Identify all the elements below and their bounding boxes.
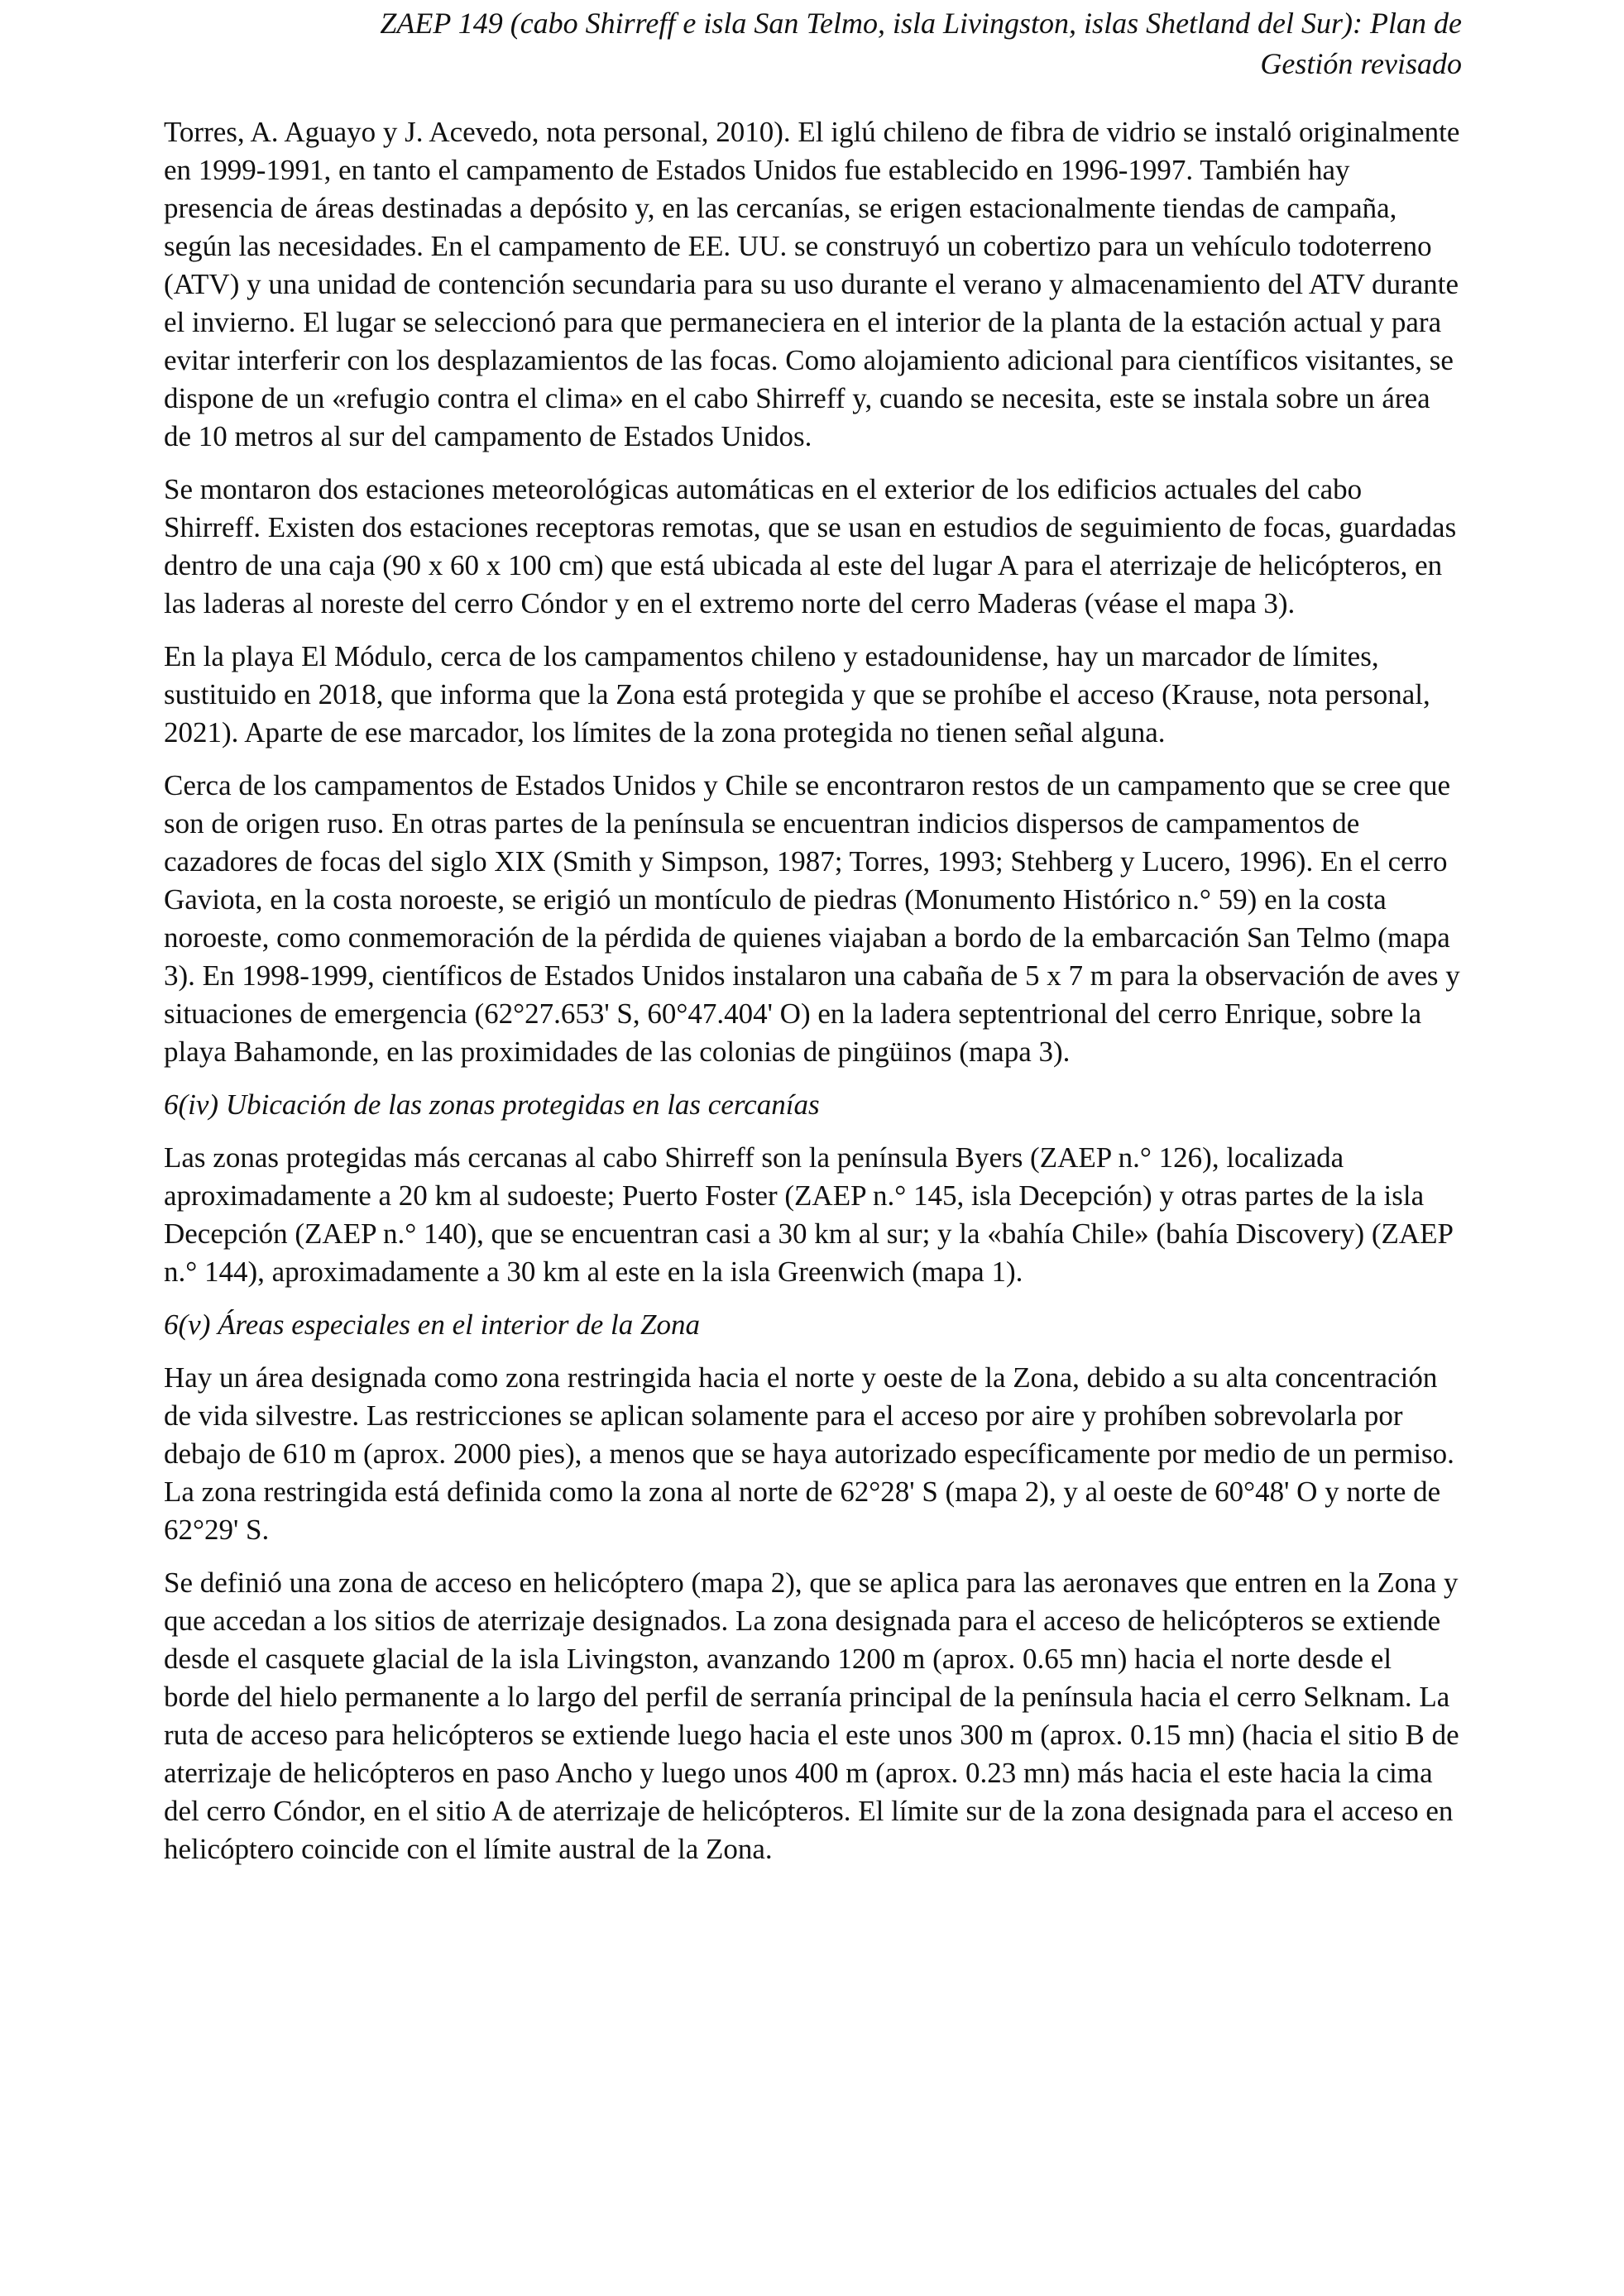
paragraph-boundary-marker: En la playa El Módulo, cerca de los campamentos chileno y estadounidense, hay un marcador de límites, sustituido en 2018, que informa que la Zona está protegida y que se prohíbe el acceso (Krause, nota personal, 2021). Aparte de ese marcador, los límites de la zona protegida no tienen señal alguna.: [164, 640, 1430, 749]
running-header-line-2: Gestión revisado: [1260, 47, 1462, 80]
paragraph-historic-remains: Cerca de los campamentos de Estados Unidos y Chile se encontraron restos de un campamento que se cree que son de origen ruso. En otras partes de la península se encuentran indicios dispersos de campamentos de cazadores de focas del siglo XIX (Smith y Simpson, 1987; Torres, 1993; Stehberg y Lucero, 1996). En el cerro Gaviota, en la costa noroeste, se erigió un montículo de piedras (Monumento Histórico n.° 59) en la costa noroeste, como conmemoración de la pérdida de quienes viajaban a bordo de la embarcación San Telmo (mapa 3). En 1998-1999, científicos de Estados Unidos instalaron una cabaña de 5 x 7 m para la observación de aves y situaciones de emergencia (62°27.653' S, 60°47.404' O) en la ladera septentrional del cerro Enrique, sobre la playa Bahamonde, en las proximidades de las colonias de pingüinos (mapa 3).: [164, 769, 1460, 1068]
section-heading-nearby-protected-areas: 6(iv) Ubicación de las zonas protegidas en las cercanías: [164, 1088, 820, 1121]
paragraph-nearby-protected-areas: Las zonas protegidas más cercanas al cabo Shirreff son la península Byers (ZAEP n.° 126), localizada aproximadamente a 20 km al sudoeste; Puerto Foster (ZAEP n.° 145, isla Decepción) y otras partes de la isla Decepción (ZAEP n.° 140), que se encuentran casi a 30 km al sur; y la «bahía Chile» (bahía Discovery) (ZAEP n.° 144), aproximadamente a 30 km al este en la isla Greenwich (mapa 1).: [164, 1141, 1453, 1288]
paragraph-weather-stations: Se montaron dos estaciones meteorológicas automáticas en el exterior de los edificios actuales del cabo Shirreff. Existen dos estaciones receptoras remotas, que se usan en estudios de seguimiento de focas, guardadas dentro de una caja (90 x 60 x 100 cm) que está ubicada al este del lugar A para el aterrizaje de helicópteros, en las laderas al noreste del cerro Cóndor y en el extremo norte del cerro Maderas (véase el mapa 3).: [164, 473, 1457, 619]
section-heading-special-areas: 6(v) Áreas especiales en el interior de la Zona: [164, 1308, 700, 1341]
paragraph-helicopter-access-zone: Se definió una zona de acceso en helicóptero (mapa 2), que se aplica para las aeronaves que entren en la Zona y que accedan a los sitios de aterrizaje designados. La zona designada para el acceso de helicópteros se extiende desde el casquete glacial de la isla Livingston, avanzando 1200 m (aprox. 0.65 mn) hacia el norte desde el borde del hielo permanente a lo largo del perfil de serranía principal de la península hacia el cerro Selknam. La ruta de acceso para helicópteros se extiende luego hacia el este unos 300 m (aprox. 0.15 mn) (hacia el sitio B de aterrizaje de helicópteros en paso Ancho y luego unos 400 m (aprox. 0.23 mn) más hacia el este hacia la cima del cerro Cóndor, en el sitio A de aterrizaje de helicópteros. El límite sur de la zona designada para el acceso en helicóptero coincide con el límite austral de la Zona.: [164, 1567, 1459, 1865]
running-header-line-1: ZAEP 149 (cabo Shirreff e isla San Telmo, isla Livingston, islas Shetland del Sur): Plan de: [380, 7, 1462, 40]
paragraph-restricted-zone: Hay un área designada como zona restringida hacia el norte y oeste de la Zona, debido a su alta concentración de vida silvestre. Las restricciones se aplican solamente para el acceso por aire y prohíben sobrevolarla por debajo de 610 m (aprox. 2000 pies), a menos que se haya autorizado específicamente por medio de un permiso. La zona restringida está definida como la zona al norte de 62°28' S (mapa 2), y al oeste de 60°48' O y norte de 62°29' S.: [164, 1361, 1454, 1546]
running-header: [138, 3, 1462, 84]
paragraph-camps-facilities: Torres, A. Aguayo y J. Acevedo, nota personal, 2010). El iglú chileno de fibra de vidrio se instaló originalmente en 1999-1991, en tanto el campamento de Estados Unidos fue establecido en 1996-1997. También hay presencia de áreas destinadas a depósito y, en las cercanías, se erigen estacionalmente tiendas de campaña, según las necesidades. En el campamento de EE. UU. se construyó un cobertizo para un vehículo todoterreno (ATV) y una unidad de contención secundaria para su uso durante el verano y almacenamiento del ATV durante el invierno. El lugar se seleccionó para que permaneciera en el interior de la planta de la estación actual y para evitar interferir con los desplazamientos de las focas. Como alojamiento adicional para científicos visitantes, se dispone de un «refugio contra el clima» en el cabo Shirreff y, cuando se necesita, este se instala sobre un área de 10 metros al sur del campamento de Estados Unidos.: [164, 116, 1460, 452]
document-body: [164, 113, 1464, 1883]
